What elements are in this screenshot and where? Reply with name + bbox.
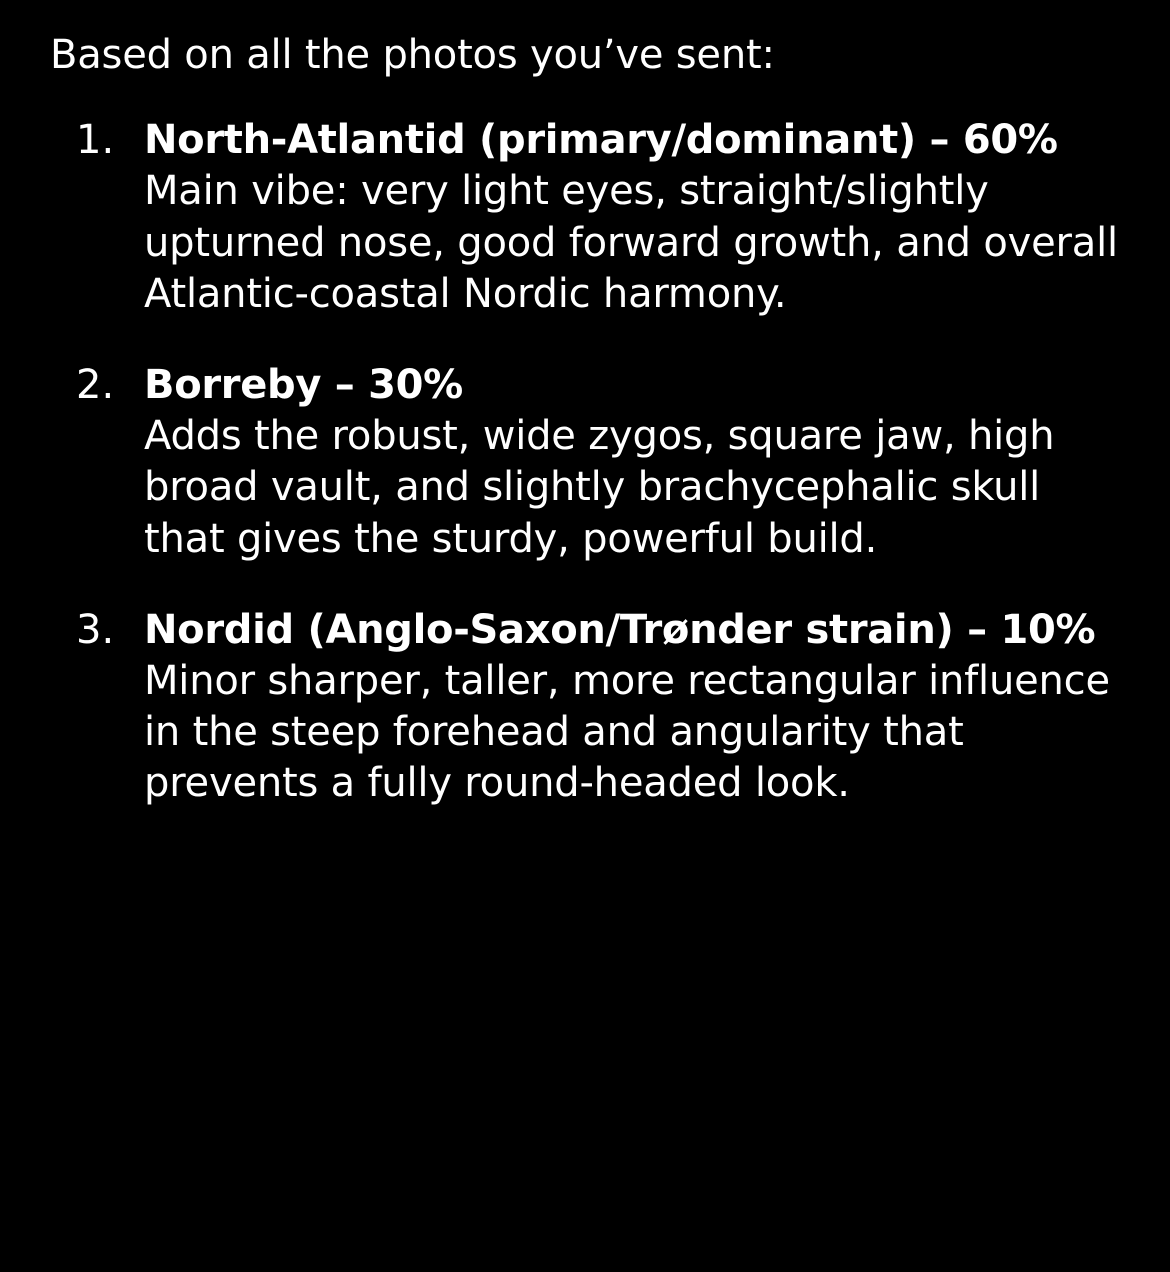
list-item: [46, 605, 1130, 810]
list-item-marker: 3.: [76, 606, 115, 653]
intro-paragraph: Based on all the photos you’ve sent:: [50, 32, 775, 78]
list-item: [46, 115, 1130, 320]
classification-list: [46, 115, 1130, 809]
list-item-description: Main vibe: very light eyes, straight/slightly upturned nose, good forward growth, and overall Atlantic-coastal Nordic harmony.: [144, 168, 1118, 317]
list-item-title: Borreby – 30%: [144, 361, 463, 408]
list-item-title: North-Atlantid (primary/dominant) – 60%: [144, 117, 1058, 164]
list-item: [46, 360, 1130, 565]
list-item-marker: 1.: [76, 117, 115, 164]
list-item-description: Minor sharper, taller, more rectangular influence in the steep forehead and angularity that prevents a fully round-headed look.: [144, 657, 1110, 807]
list-item-title: Nordid (Anglo-Saxon/Trønder strain) – 10%: [144, 606, 1096, 653]
list-item-marker: 2.: [76, 361, 115, 408]
list-item-description: Adds the robust, wide zygos, square jaw, high broad vault, and slightly brachycephalic skull that gives the sturdy, powerful build.: [144, 413, 1055, 562]
